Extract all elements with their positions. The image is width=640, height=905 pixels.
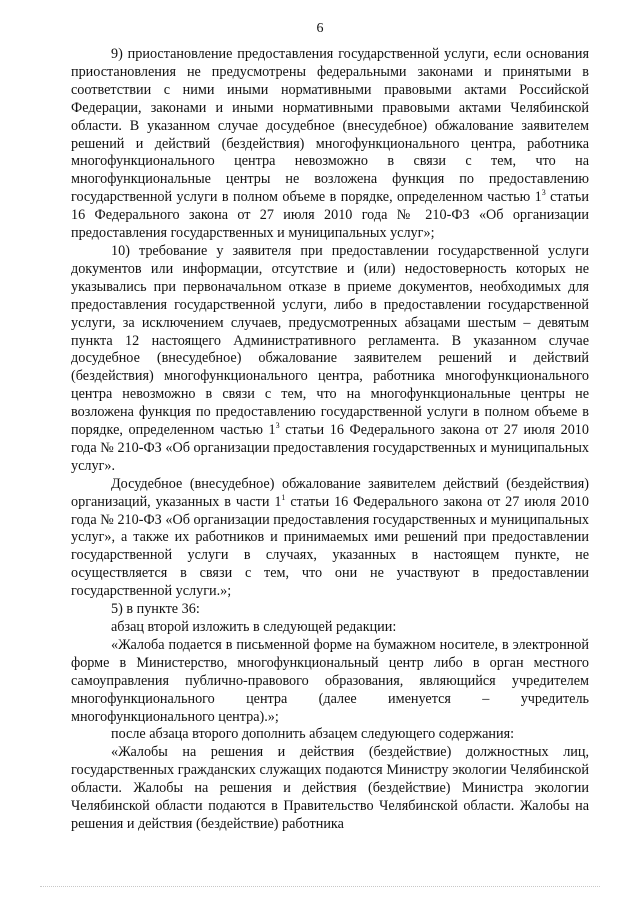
paragraph-instruction: абзац второй изложить в следующей редакции: [111,619,397,635]
paragraph-text: Досудебное (внесудебное) обжалование заявителем действий (бездействия) организаций, указанных в части 1 [71,475,589,510]
paragraph-appeal-restriction [71,476,589,601]
paragraph-instruction-2: после абзаца второго дополнить абзацем следующего содержания: [111,726,515,743]
page-bottom-divider [40,886,600,887]
page-number: 6 [316,21,324,36]
superscript: 3 [541,188,546,198]
paragraph-item-9 [71,46,589,243]
paragraph-text: статьи 16 Федерального закона от 27 июля 2010 года № 210-ФЗ «Об организации предоставления государственных и муниципальных услуг», а также их работников и принимаемых ими решений при предоставлении государственной услуги в случаях, указанных в настоящем пункте, не осуществляется в связи с тем, что они не участвуют в предоставлении государственной услуги.»; [71,493,589,600]
superscript: 1 [281,492,286,502]
paragraph-complaint-form: «Жалоба подается в письменной форме на бумажном носителе, в электронной форме в Министерство, многофункциональный центр либо в орган местного самоуправления публично-правового образования, являющийся учредителем многофункционального центра (далее именуется – учредитель многофункционального центра).»; [71,636,589,725]
paragraph-text: 10) требование у заявителя при предоставлении государственной услуги документов или информации, отсутствие и (или) недостоверность которых не указывались при первоначальном отказе в приеме документов, необходимых для предоставления государственной услуги, либо в предоставлении государственной услуги, за исключением случаев, предусмотренных абзацами шестым – девятым пункта 12 настоящего Административного регламента. В указанном случае досудебное (внесудебное) обжалование заявителем решений и действий (бездействия) многофункционального центра, работника многофункционального центра невозможно в связи с тем, что на многофункциональные центры не возложена функция по предоставлению государственной услуги в полном объеме в порядке, определенном частью 1 [71,242,589,439]
superscript: 3 [275,421,280,431]
paragraph-item-5: 5) в пункте 36: [111,601,200,618]
paragraph-text: статьи 16 Федерального закона от 27 июля 2010 года № 210-ФЗ «Об организации предоставления государственных и муниципальных услуг». [71,422,589,474]
paragraph-text: 9) приостановление предоставления государственной услуги, если основания приостановления не предусмотрены федеральными законами и принятыми в соответствии с ними иными нормативными правовыми актами Российской Федерации, законами и иными нормативными правовыми актами Челябинской области. В указанном случае досудебное (внесудебное) обжалование заявителем решений и действий (бездействия) многофункционального центра, работника многофункционального центра невозможно в связи с тем, что на многофункциональные центры не возложена функция по предоставлению государственной услуги в полном объеме в порядке, определенном частью 1 [71,46,589,206]
document-body [71,46,589,834]
paragraph-text: статьи 16 Федерального закона от 27 июля 2010 года № 210-ФЗ «Об организации предоставления государственных и муниципальных услуг»; [71,189,589,242]
paragraph-item-10 [71,243,589,476]
paragraph-complaint-addressees: «Жалобы на решения и действия (бездействие) должностных лиц, государственных гражданских служащих подаются Министру экологии Челябинской области. Жалобы на решения и действия (бездействие) Министра экологии Челябинской области подаются в Правительство Челябинской области. Жалобы на решения и действия (бездействие) работника [71,744,589,832]
